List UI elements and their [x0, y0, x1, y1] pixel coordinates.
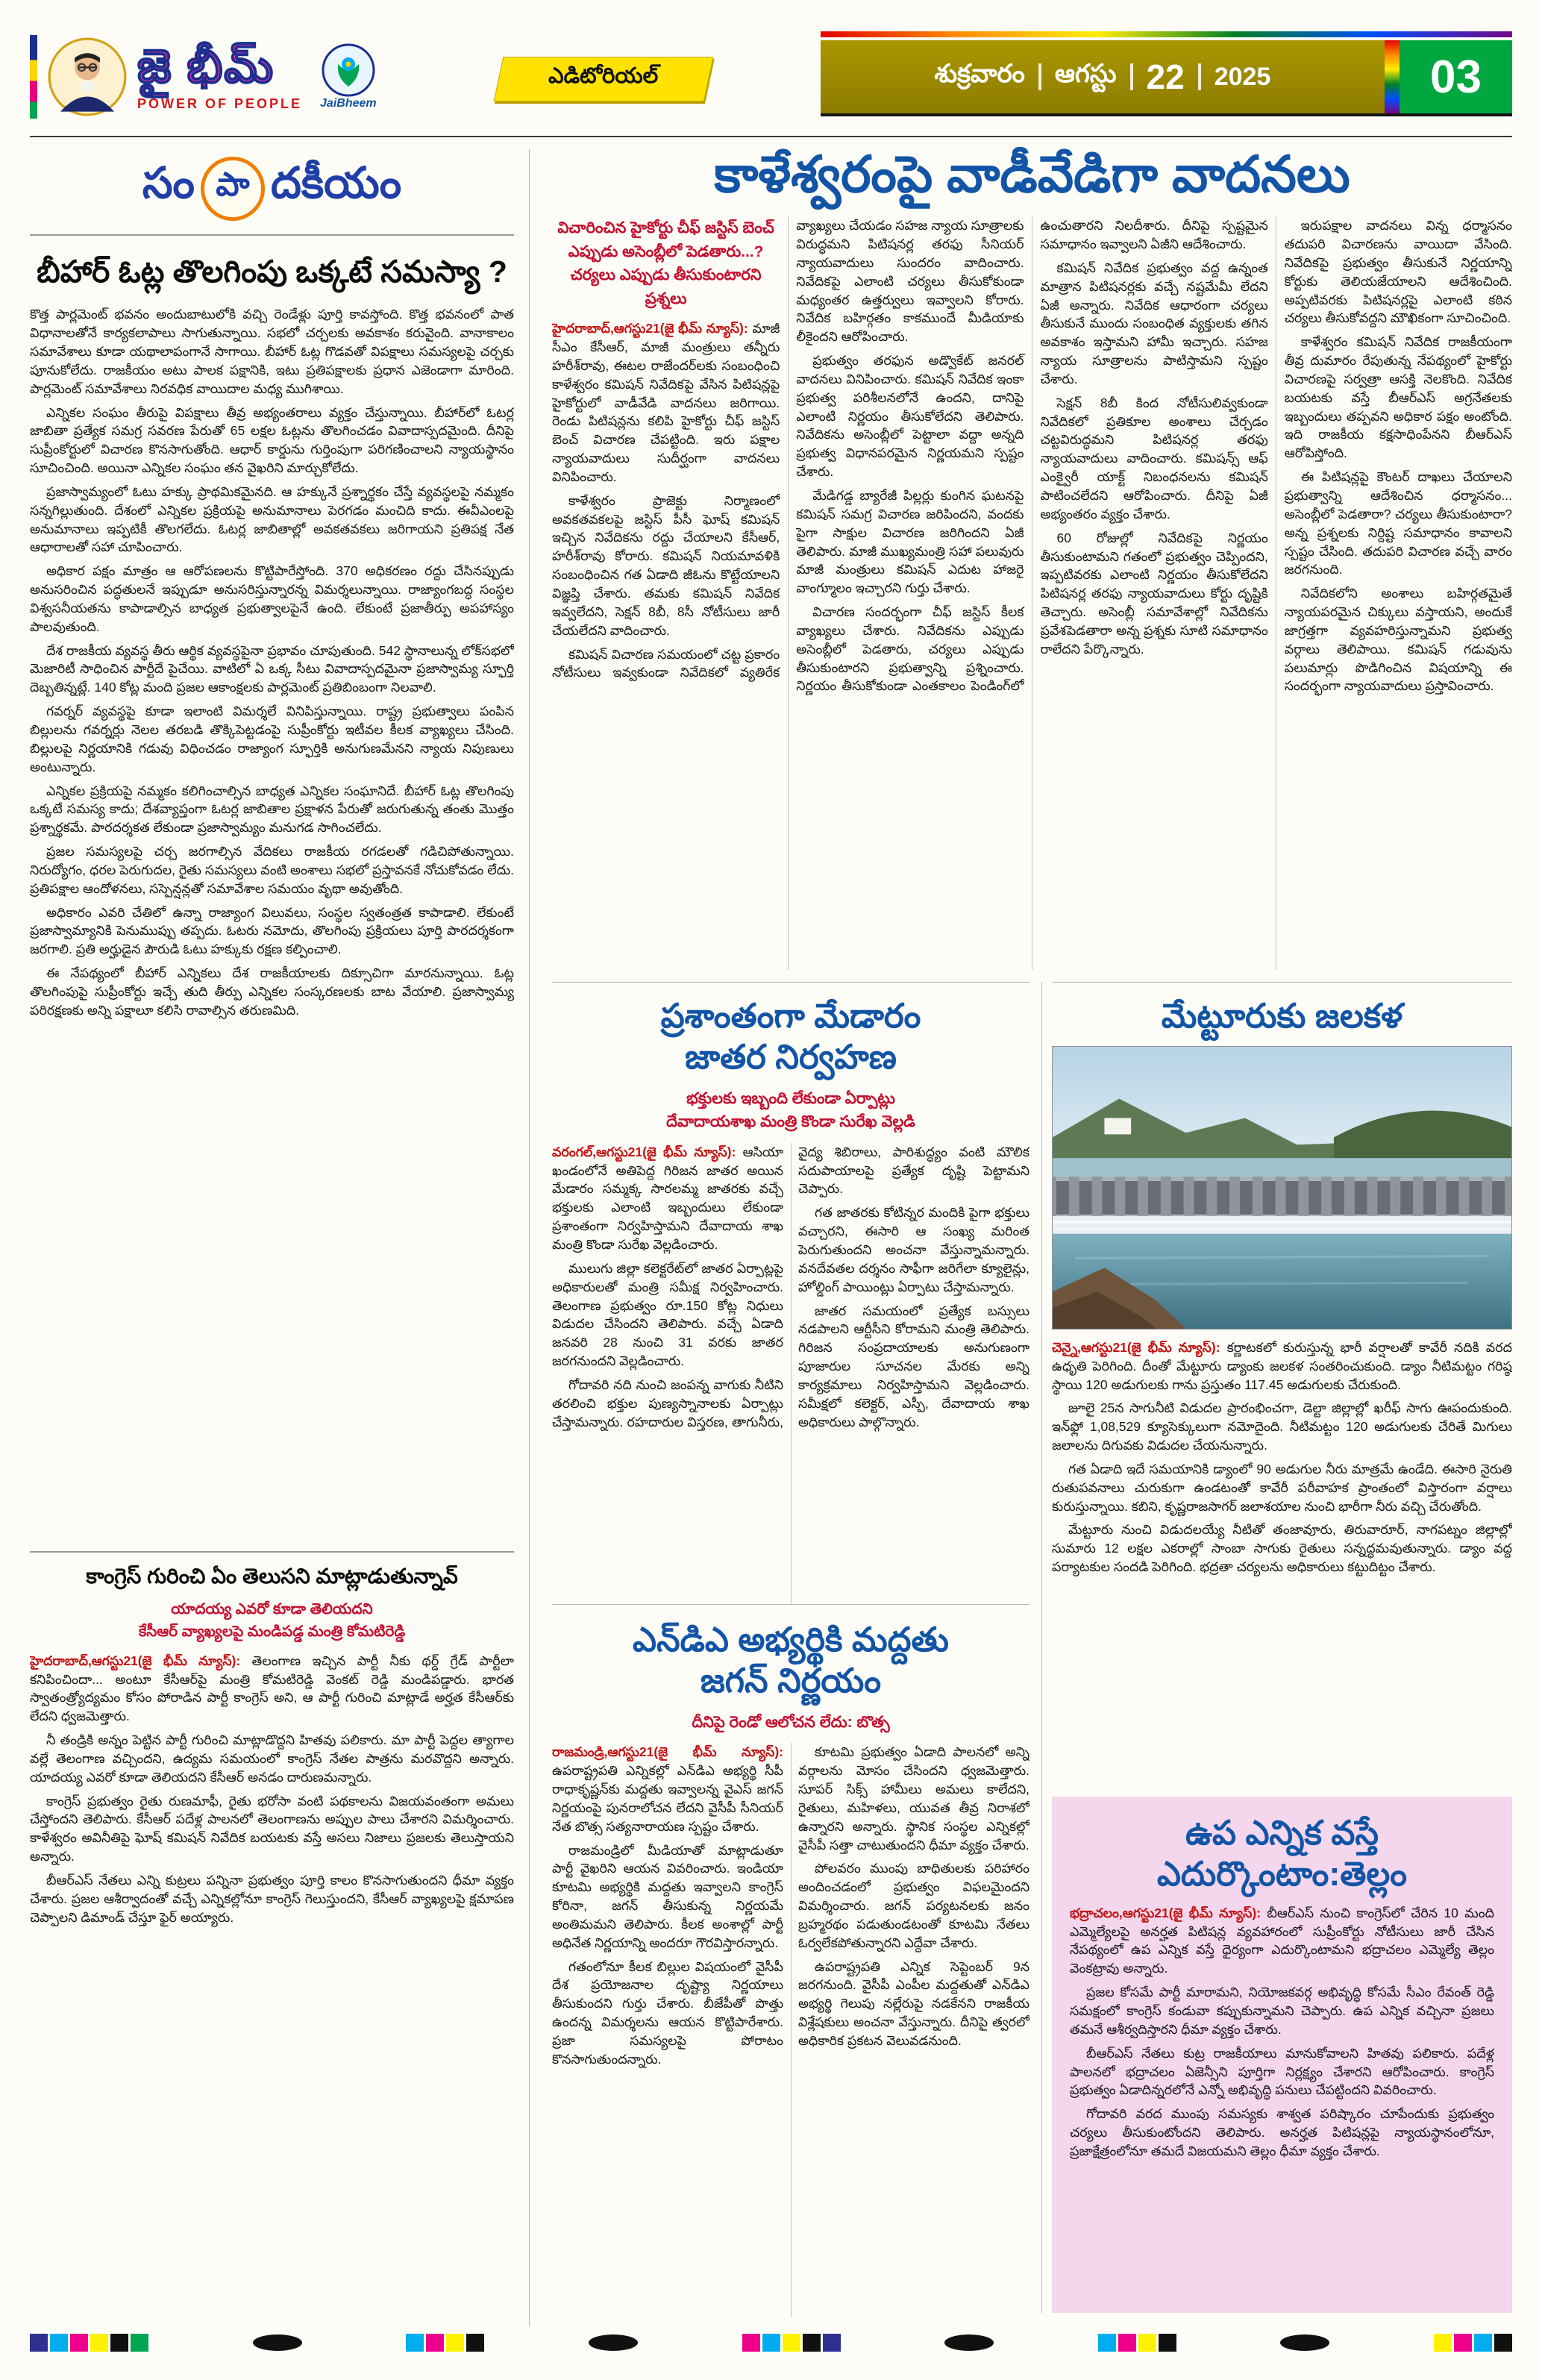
printer-mark-group: [1280, 2334, 1329, 2351]
paragraph: ప్రజాస్వామ్యంలో ఓటు హక్కు ప్రాథమికమైనది. ఆ హక్కునే ప్రశ్నార్థకం చేస్తే వ్యవస్థలపై నమ్మకం సన్నగిల్లుతుంది. దేశంలో ఎన్నికల ప్రక్రియపై అనుమానాలు పెరగడం మంచిది కాదు. ఈవీఎంలపై అనుమానాలు ఇప్పటికీ తొలగలేదు. ఓటర్ల జాబితాల్లో అవకతవకలు జరిగాయని ప్రతిపక్ష నేత ఆధారాలతో సహా చూపించారు.: [30, 483, 514, 555]
nda-body: [552, 1743, 1029, 2317]
medaram-subtitle: [552, 1087, 1029, 1134]
color-swatch: [90, 2334, 108, 2352]
color-swatch: [70, 2334, 88, 2352]
paragraph: 60 రోజుల్లో నివేదికపై నిర్ణయం తీసుకుంటామని గతంలో ప్రభుత్వం చెప్పిందని, ఇప్పటివరకు ఎలాంటి నిర్ణయం తీసుకోలేదని పిటిషనర్ల తరఫు న్యాయవాదులు కోర్టు దృష్టికి తెచ్చారు. అసెంబ్లీ సమావేశాల్లో నివేదికను ప్రవేశపెడతారా అన్న ప్రశ్నకు సూటి సమాధానం రాలేదని పేర్కొన్నారు.: [1040, 530, 1268, 657]
dateline: హైదరాబాద్,ఆగస్టు21(జై భీమ్ న్యూస్):: [552, 321, 748, 336]
color-swatch: [1159, 2334, 1176, 2352]
byelection-headline-line: ఉప ఎన్నిక వస్తే: [1185, 1814, 1379, 1852]
color-swatch: [1474, 2334, 1492, 2352]
printer-mark-group: [1434, 2334, 1512, 2352]
registration-ellipse: [589, 2334, 638, 2351]
printer-mark-group: [742, 2334, 841, 2352]
paragraph: పోలవరం ముంపు బాధితులకు పరిహారం అందించడంలో ప్రభుత్వం విఫలమైందని విమర్శించారు. జగన్ పర్యటనలకు జనం బ్రహ్మరథం పడుతుండటంతో కూటమి నేతలు ఓర్వలేకపోతున్నారని ఎద్దేవా చేశారు.: [798, 1861, 1029, 1950]
paragraph: అధికారం ఎవరి చేతిలో ఉన్నా రాజ్యాంగ విలువలు, సంస్థల స్వతంత్రత కాపాడాలి. లేకుంటే ప్రజాస్వామ్యానికి పెనుముప్పు తప్పదు. ఓటరు నమోదు, తొలగింపు ప్రక్రియలు పూర్తి పారదర్శకంగా జరగాలి. ప్రతి అర్హుడైన పౌరుడి ఓటు హక్కుకు రక్షణ కల్పించాలి.: [30, 904, 514, 957]
byelection-body: [1070, 1904, 1494, 2292]
registration-ellipse: [944, 2334, 994, 2351]
color-swatch: [762, 2334, 780, 2352]
logo-block: [30, 30, 477, 124]
congress-subtitle: [30, 1598, 514, 1643]
medaram-headline-line: ప్రశాంతంగా మేడారం: [660, 997, 921, 1035]
printer-marks: [30, 2332, 1512, 2353]
date-weekday: శుక్రవారం: [934, 59, 1025, 88]
paragraph: సెక్షన్ 8బీ కింద నోటీసులివ్వకుండా నివేదికలో ప్రతికూల అంశాలు చేర్చడం చట్టవిరుద్ధమని పిటిషనర్ల తరఫు న్యాయవాదులు వాదించారు. కమిషన్స్ ఆఫ్ ఎంక్వైరీ యాక్ట్ నిబంధనలను కమిషన్ పాటించలేదని ఆరోపించారు. దీనిపై ఏజీ అభ్యంతరం వ్యక్తం చేశారు.: [1040, 395, 1268, 522]
medaram-article: [552, 982, 1029, 1606]
congress-subtitle-line: యాదయ్య ఎవరో కూడా తెలియదని: [171, 1600, 373, 1618]
newspaper-title-stack: [137, 43, 302, 111]
paragraph: ఉపరాష్ట్రపతి ఎన్నిక సెప్టెంబర్ 9న జరగనుంది. వైసీపీ ఎంపీల మద్దతుతో ఎన్‌డిఎ అభ్యర్థి గెలుపు నల్లేరుపై నడకేనని రాజకీయ విశ్లేషకులు అంచనా వేస్తున్నారు. దీనిపై త్వరలో అధికారిక ప్రకటన వెలువడనుంది.: [798, 1958, 1029, 2048]
dateline: రాజమండ్రి,ఆగస్టు21(జై భీమ్ న్యూస్):: [552, 1744, 783, 1760]
color-swatch: [1434, 2334, 1452, 2352]
medaram-subtitle-line: దేవాదాయశాఖ మంత్రి కొండా సురేఖ వెల్లడి: [666, 1113, 915, 1131]
lead-subtitle-line: విచారించిన హైకోర్టు చీఫ్ జస్టిస్ బెంచ్: [557, 219, 774, 237]
paragraph: నివేదికలోని అంశాలు బహిర్గతమైతే న్యాయపరమైన చిక్కులు వస్తాయని, అందుకే జాగ్రత్తగా వ్యవహరిస్తున్నామని ప్రభుత్వ వర్గాలు తెలిపాయి. కమిషన్ గడువును పలుమార్లు పొడిగించిన విషయాన్ని ఈ సందర్భంగా న్యాయవాదులు ప్రస్తావించారు.: [1284, 586, 1512, 694]
printer-mark-group: [30, 2334, 148, 2352]
paragraph: కాళేశ్వరం ప్రాజెక్టు నిర్మాణంలో అవకతవకలపై జస్టిస్ పీసీ ఘోష్ కమిషన్ ఇచ్చిన నివేదికను రద్దు చేయాలని కేసీఆర్, హరీశ్‌రావు కోరారు. కమిషన్ నియమావళికి సంబంధించిన గత ఏడాది జీఓను కొట్టేయాలని విజ్ఞప్తి చేశారు. తమకు కమిషన్ నివేదిక ఇవ్వలేదని, సెక్షన్ 8బీ, 8సీ నోటీసులు జారీ చేయలేదని వాదించారు.: [552, 492, 780, 638]
date-separator: [1198, 63, 1201, 90]
color-swatch: [1454, 2334, 1472, 2352]
nda-article: [552, 1604, 1029, 2317]
paragraph: గవర్నర్ వ్యవస్థపై కూడా ఇలాంటి విమర్శలే వినిపిస్తున్నాయి. రాష్ట్ర ప్రభుత్వాలు పంపిన బిల్లులను గవర్నర్లు నెలల తరబడి తొక్కిపెట్టడంపై సుప్రీంకోర్టు ఇటీవల కీలక వ్యాఖ్యలు చేసింది. బిల్లులపై నిర్ణయానికి గడువు విధించడం రాజ్యాంగ స్ఫూర్తికి అనుగుణమేనని న్యాయ నిపుణులు అంటున్నారు.: [30, 704, 514, 774]
printer-mark-group: [944, 2334, 994, 2351]
paragraph: గతంలోనూ కీలక బిల్లుల విషయంలో వైసీపీ దేశ ప్రయోజనాల దృష్ట్యా నిర్ణయాలు తీసుకుందని గుర్తు చేశారు. బీజేపీతో పొత్తు ఉందన్న విమర్శలను ఆయన కొట్టిపారేశారు. ప్రజా సమస్యలపై పోరాటం కొనసాగుతుందన్నారు.: [552, 1958, 783, 2067]
date-separator: [1038, 63, 1041, 90]
printer-mark-group: [253, 2334, 302, 2351]
color-swatch: [446, 2334, 464, 2352]
byelection-headline: [1070, 1813, 1494, 1895]
masthead-circle: పా: [201, 157, 265, 221]
newspaper-title: జై భీమ్: [137, 41, 275, 93]
color-swatch: [803, 2334, 821, 2352]
column-divider: [1041, 982, 1042, 2313]
dateline: హైదరాబాద్,ఆగస్టు21(జై భీమ్ న్యూస్):: [30, 1653, 241, 1668]
printer-mark-group: [589, 2334, 638, 2351]
congress-article: [30, 1551, 514, 2233]
color-swatch: [466, 2334, 484, 2352]
rainbow-strip-vertical: [1385, 40, 1400, 116]
paragraph: [30, 1652, 514, 1726]
paragraph: కాళేశ్వరం కమిషన్ నివేదిక రాజకీయంగా తీవ్ర దుమారం రేపుతున్న నేపథ్యంలో హైకోర్టు విచారణపై సర్వత్రా ఆసక్తి నెలకొంది. నివేదిక బయటకు వస్తే బీఆర్ఎస్ అగ్రనేతలకు ఇబ్బందులు తప్పవని అధికార పక్షం అంటోంది. ఇది రాజకీయ కక్షసాధింపేనని బీఆర్ఎస్ ఆరోపిస్తోంది.: [1284, 334, 1512, 461]
mettur-body: [1052, 1338, 1512, 1786]
paragraph: మేట్టూరు నుంచి విడుదలయ్యే నీటితో తంజావూరు, తిరువారూర్, నాగపట్నం జిల్లాల్లో సుమారు 12 లక్షల ఎకరాల్లో సాంబా సాగుకు రైతులు సన్నద్ధమవుతున్నారు. డ్యాం వద్ద పర్యాటకుల సందడి పెరిగింది. భద్రతా చర్యలను అధికారులు కట్టుదిట్టం చేశారు.: [1052, 1522, 1512, 1575]
paragraph: కమిషన్ నివేదిక ప్రభుత్వం వద్ద ఉన్నంత మాత్రాన పిటిషనర్లకు వచ్చే నష్టమేమీ లేదని ఏజీ అన్నారు. నివేదిక ఆధారంగా చర్యలు తీసుకునే ముందు సంబంధిత వ్యక్తులకు తగిన అవకాశం ఇస్తామని హామీ ఇచ్చారు. సహజ న్యాయ సూత్రాలను పాటిస్తామని స్పష్టం చేశారు.: [1040, 260, 1268, 386]
color-swatch: [823, 2334, 841, 2352]
mettur-headline: మేట్టూరుకు జలకళ: [1161, 997, 1403, 1035]
lead-body: [552, 216, 1512, 970]
lead-text: ఉపరాష్ట్రపతి ఎన్నికల్లో ఎన్‌డిఎ అభ్యర్థి సీపీ రాధాకృష్ణన్‌కు మద్దతు ఇవ్వాలన్న వైఎస్ జగన్ నిర్ణయంపై పునరాలోచన లేదని వైసీపీ సీనియర్ నేత బొత్స సత్యనారాయణ స్పష్టం చేశారు.: [552, 1763, 783, 1834]
paragraph: రాజమండ్రిలో మీడియాతో మాట్లాడుతూ పార్టీ వైఖరిని ఆయన వివరించారు. ఇండియా కూటమి అభ్యర్థికి మద్దతు ఇవ్వాలని కాంగ్రెస్ కోరినా, జగన్ తీసుకున్న నిర్ణయమే అంతిమమని తెలిపారు. కీలక అంశాల్లో పార్టీ అధినేత నిర్ణయాన్ని అందరూ గౌరవిస్తారన్నారు.: [552, 1842, 783, 1950]
paragraph: ఈ పిటిషన్లపై కౌంటర్ దాఖలు చేయాలని ప్రభుత్వాన్ని ఆదేశించిన ధర్మాసనం... అసెంబ్లీలో పెడతారా? చర్యలు తీసుకుంటారా? అన్న ప్రశ్నలకు నిర్దిష్ట సమాధానం కావాలని స్పష్టం చేసింది. తదుపరి విచారణ వచ్చే వారం జరగనుంది.: [1284, 469, 1512, 577]
color-swatch: [783, 2334, 800, 2352]
editorial-body: [30, 305, 514, 1544]
paragraph: కొత్త పార్లమెంట్ భవనం అందుబాటులోకి వచ్చి రెండేళ్లు పూర్తి కావస్తోంది. కొత్త భవనంలో పాత విధానాలతోనే కార్యకలాపాలు సాగుతున్నాయి. సభలో చర్చలకు అవకాశం కరువైంది. వానాకాలం సమావేశాలు కూడా యథాలాపంగానే సాగాయి. బీహార్ ఓట్ల గొడవతో విపక్షాలు సమస్యలపై చర్చకు పూనుకోలేదు. రాజకీయం అటు పాలక పక్షానికి, ఇటు ప్రతిపక్షాలకు ప్రధాన ఎజెండాగా మారింది. పార్లమెంట్ సమావేశాలు నిరవధిక వాయిదాల మధ్య ముగిశాయి.: [30, 307, 514, 396]
lead-subtitle-line: చర్యలు ఎప్పుడు తీసుకుంటారని ప్రశ్నలు: [570, 266, 762, 307]
logo-color-strip: [30, 35, 37, 119]
ambedkar-portrait-icon: [48, 37, 127, 116]
paragraph: కమిషన్ విచారణ సమయంలో చట్ట ప్రకారం నోటీసులు ఇవ్వకుండా నివేదికలో వ్యతిరేక వ్యాఖ్యలు చేయడం సహజ న్యాయ సూత్రాలకు విరుద్ధమని పిటిషనర్ల తరఫు సీనియర్ న్యాయవాదులు సుందరం వాదించారు. నివేదికపై ఎలాంటి చర్యలు తీసుకోకుండా మధ్యంతర ఉత్తర్వులు ఇవ్వాలని కోరారు. నివేదిక బహిర్గతం కాకముందే మీడియాకు లీకైందని ఆరోపించారు.: [552, 218, 1024, 680]
masthead-text-post: దకీయం: [270, 159, 402, 207]
paragraph: ఇరుపక్షాల వాదనలు విన్న ధర్మాసనం తదుపరి విచారణను వాయిదా వేసింది. నివేదికపై ప్రభుత్వం తీసుకునే నిర్ణయాన్ని కోర్టుకు తెలియజేయాలని ఆదేశించింది. అప్పటివరకు పిటిషనర్లపై ఎలాంటి కఠిన చర్యలు తీసుకోవద్దని మౌఖికంగా సూచించింది.: [1284, 218, 1512, 326]
paragraph: ప్రజల కోసమే పార్టీ మారామని, నియోజకవర్గ అభివృద్ధి కోసమే సీఎం రేవంత్ రెడ్డి సమక్షంలో కాంగ్రెస్ కండువా కప్పుకున్నామని చెప్పారు. ఉప ఎన్నిక వచ్చినా ప్రజలు తమనే ఆశీర్వదిస్తారని ధీమా వ్యక్తం చేశారు.: [1070, 1985, 1494, 2037]
medaram-headline: [552, 996, 1029, 1078]
paragraph: [1052, 1338, 1512, 1394]
paragraph: గత జాతరకు కోటిన్నర మందికి పైగా భక్తులు వచ్చారని, ఈసారి ఆ సంఖ్య మరింత పెరుగుతుందని అంచనా వేస్తున్నామన్నారు. వనదేవతల దర్శనం సాఫీగా జరిగేలా క్యూలైన్లు, హోల్డింగ్ పాయింట్లు ఏర్పాటు చేస్తామన్నారు.: [798, 1205, 1029, 1294]
color-swatch: [50, 2334, 68, 2352]
paragraph: గోదావరి నది నుంచి జంపన్న వాగుకు నీటిని తరలించి భక్తుల పుణ్యస్నానాలకు ఏర్పాట్లు చేస్తామన్నారు. రహదారుల విస్తరణ, తాగునీరు, వైద్య శిబిరాలు, పారిశుద్ధ్యం వంటి మౌలిక సదుపాయాలపై ప్రత్యేక దృష్టి పెట్టామని చెప్పారు.: [552, 1144, 1029, 1429]
color-swatch: [406, 2334, 424, 2352]
paragraph: విచారణ సందర్భంగా చీఫ్ జస్టిస్ కీలక వ్యాఖ్యలు చేశారు. నివేదికను ఎప్పుడు అసెంబ్లీలో పెడతారు, చర్యలు ఎప్పుడు తీసుకుంటారని ప్రభుత్వాన్ని ప్రశ్నించారు. నిర్ణయం తీసుకోకుండా ఎంతకాలం పెండింగ్‌లో ఉంచుతారని నిలదీశారు. దీనిపై స్పష్టమైన సమాధానం ఇవ్వాలని ఏజీని ఆదేశించారు.: [796, 218, 1268, 694]
registration-ellipse: [1280, 2334, 1329, 2351]
paragraph: [552, 1743, 783, 1835]
dateline: వరంగల్,ఆగస్టు21(జై భీమ్ న్యూస్):: [552, 1144, 736, 1159]
paragraph: బీఆర్ఎస్ నేతలు కుట్ర రాజకీయాలు మానుకోవాలని హితవు పలికారు. పదేళ్ల పాలనలో భద్రాచలం ఏజెన్సీని పూర్తిగా నిర్లక్ష్యం చేశారని ఆరోపించారు. కాంగ్రెస్ ప్రభుత్వం ఏడాదిన్నరలోనే ఎన్నో అభివృద్ధి పనులు చేపట్టిందని వివరించారు.: [1070, 2045, 1494, 2098]
paragraph: జూలై 25న సాగునీటి విడుదల ప్రారంభించగా, డెల్టా జిల్లాల్లో ఖరీఫ్ సాగు ఊపందుకుంది. ఇన్‌ఫ్లో 1,08,529 క్యూసెక్కులుగా నమోదైంది. నీటిమట్టం 120 అడుగులకు చేరితే మిగులు జలాలను దిగువకు విడుదల చేయనున్నారు.: [1052, 1400, 1512, 1453]
color-swatch: [742, 2334, 760, 2352]
color-swatch: [1494, 2334, 1512, 2352]
masthead-text-pre: సం: [142, 159, 195, 207]
paragraph: [1070, 1904, 1494, 1978]
paragraph: గత ఏడాది ఇదే సమయానికి డ్యాంలో 90 అడుగుల నీరు మాత్రమే ఉండేది. ఈసారి నైరుతి రుతుపవనాలు చురుకుగా ఉండటంతో కావేరీ పరీవాహక ప్రాంతంలో విస్తారంగా వర్షాలు కురుస్తున్నాయి. కబిని, కృష్ణరాజసాగర్ జలాశయాల నుంచి భారీగా నీరు వచ్చి చేరుతోంది.: [1052, 1461, 1512, 1514]
jaibheem-emblem: [320, 43, 377, 110]
dateline: చెన్నై,ఆగస్టు21(జై భీమ్ న్యూస్):: [1052, 1339, 1220, 1355]
medaram-subtitle-line: భక్తులకు ఇబ్బంది లేకుండా ఏర్పాట్లు: [686, 1089, 895, 1107]
lead-text: బీఆర్ఎస్ నుంచి కాంగ్రెస్‌లో చేరిన 10 మంది ఎమ్మెల్యేలపై అనర్హత పిటిషన్ల వ్యవహారంలో సుప్రీంకోర్టు నోటీసులు జారీ చేసిన నేపథ్యంలో ఉప ఎన్నిక వస్తే ధైర్యంగా ఎదుర్కొంటామని భద్రాచలం ఎమ్మెల్యే తెల్లం వెంకట్రావు అన్నారు.: [1070, 1905, 1494, 1976]
color-swatch: [1118, 2334, 1136, 2352]
rainbow-strip-horizontal: [821, 31, 1512, 37]
paragraph: నీ తండ్రికి అన్నం పెట్టిన పార్టీ గురించి మాట్లాడొద్దని హితవు పలికారు. మా పార్టీ పెద్దల త్యాగాల వల్లే తెలంగాణ వచ్చిందని, ఉద్యమ సమయంలో కాంగ్రెస్ నేతల పాత్రను మరవొద్దని అన్నారు. యాదయ్య ఎవరో కూడా తెలియదని కేసీఆర్ అనడం దారుణమన్నారు.: [30, 1732, 514, 1785]
editorial-masthead: [30, 149, 514, 236]
lead-text: మాజీ సీఎం కేసీఆర్, మాజీ మంత్రులు తన్నీరు హరీశ్‌రావు, ఈటల రాజేందర్‌లకు సంబంధించి కాళేశ్వరం కమిషన్ నివేదికపై వేసిన పిటిషన్లపై హైకోర్టులో వాడీవేడి వాదనలు జరిగాయి. రెండు పిటిషన్లను కలిపి హైకోర్టు చీఫ్ జస్టిస్ బెంచ్ విచారణ చేపట్టింది. ఇరు పక్షాల న్యాయవాదులు సుదీర్ఘంగా వాదనలు వినిపించారు.: [552, 321, 780, 484]
lead-text: ఆసియా ఖండంలోనే అతిపెద్ద గిరిజన జాతర అయిన మేడారం సమ్మక్క సారలమ్మ జాతరకు వచ్చే భక్తులకు ఎలాంటి ఇబ్బందులు లేకుండా ప్రశాంతంగా నిర్వహిస్తామని దేవాదాయ శాఖ మంత్రి కొండా సురేఖ వెల్లడించారు.: [552, 1144, 783, 1252]
date-year: 2025: [1214, 62, 1271, 91]
paragraph: ఈ నేపథ్యంలో బీహార్ ఎన్నికలు దేశ రాజకీయాలకు దిక్సూచిగా మారనున్నాయి. ఓట్ల తొలగింపుపై సుప్రీంకోర్టు ఇచ్చే తుది తీర్పు ఎన్నికల సంస్కరణలకు బాట వేయాలి. ప్రజాస్వామ్య పరిరక్షణకు అన్ని పక్షాలూ కలిసి రావాల్సిన తరుణమిది.: [30, 965, 514, 1018]
mettur-dam-photo: [1052, 1046, 1512, 1330]
paragraph: అధికార పక్షం మాత్రం ఆ ఆరోపణలను కొట్టిపారేస్తోంది. 370 అధికరణం రద్దు చేసినప్పుడు అనుసరించిన పద్ధతులనే ఇప్పుడూ అనుసరిస్తున్నారన్న విమర్శలున్నాయి. రాజ్యాంగబద్ధ సంస్థల విశ్వసనీయతను కాపాడాల్సిన బాధ్యత ప్రభుత్వాలపైనే ఉంది. లేకుంటే ప్రజాతీర్పు అపహాస్యం పాలవుతుంది.: [30, 563, 514, 634]
paragraph: మేడిగడ్డ బ్యారేజీ పిల్లర్లు కుంగిన ఘటనపై కమిషన్ సమగ్ర విచారణ జరిపిందని, వందకు పైగా సాక్షుల విచారణ జరిగిందని ఏజీ తెలిపారు. మాజీ ముఖ్యమంత్రి సహా పలువురు మాజీ మంత్రులు కమిషన్ ఎదుట హాజరై వాంగ్మూలం ఇచ్చారని గుర్తు చేశారు.: [796, 487, 1024, 596]
mettur-article: [1052, 982, 1512, 1786]
color-swatch: [131, 2334, 148, 2352]
nda-headline-line: ఎన్‌డిఎ అభ్యర్థికి మద్దతు: [633, 1620, 949, 1659]
paragraph: కాంగ్రెస్ ప్రభుత్వం రైతు రుణమాఫీ, రైతు భరోసా వంటి పథకాలను విజయవంతంగా అమలు చేస్తోందని తెలిపారు. కేసీఆర్ పదేళ్ల పాలనలో తెలంగాణను అప్పుల పాలు చేశారని విమర్శించారు. కాళేశ్వరం అవినీతిపై ఘోష్ కమిషన్ నివేదిక బయటకు వస్తే అసలు నిజాలు ప్రజలకు తెలుస్తాయని అన్నారు.: [30, 1793, 514, 1864]
paragraph: ప్రజల సమస్యలపై చర్చ జరగాల్సిన వేదికలు రాజకీయ రగడలతో గడిచిపోతున్నాయి. నిరుద్యోగం, ధరల పెరుగుదల, రైతు సమస్యలు వంటి అంశాలు సభలో ప్రస్తావనకే నోచుకోవడం లేదు. ప్రతిపక్షాల ఆందోళనలు, సస్పెన్షన్లతో సమావేశాల సమయం వృథా అవుతోంది.: [30, 844, 514, 896]
dateline: భద్రాచలం,ఆగస్టు21(జై భీమ్ న్యూస్):: [1070, 1905, 1262, 1920]
page-number: 03: [1400, 40, 1512, 116]
paragraph: ప్రభుత్వం తరఫున అడ్వొకేట్ జనరల్ వాదనలు వినిపించారు. కమిషన్ నివేదిక ఇంకా ప్రభుత్వ పరిశీలనలోనే ఉందని, దానిపై ఎలాంటి నిర్ణయం తీసుకోలేదని తెలిపారు. నివేదికను అసెంబ్లీలో పెట్టాలా వద్దా అన్నది ప్రభుత్వ విధానపరమైన నిర్ణయమని స్పష్టం చేశారు.: [796, 353, 1024, 480]
color-swatch: [110, 2334, 128, 2352]
header: [30, 30, 1512, 127]
date-day: 22: [1146, 57, 1185, 96]
paragraph: [552, 319, 780, 486]
lead-text: కర్ణాటకలో కురుస్తున్న భారీ వర్షాలతో కావేరీ నదికి వరద ఉధృతి పెరిగింది. దీంతో మేట్టూరు డ్యాంకు జలకళ సంతరించుకుంది. డ్యాం నీటిమట్టం గరిష్ఠ స్థాయి 120 అడుగులకు గాను ప్రస్తుతం 117.45 అడుగులకు చేరుకుంది.: [1052, 1339, 1512, 1392]
color-swatch: [1098, 2334, 1116, 2352]
medaram-body: [552, 1143, 1029, 1606]
nda-headline-line: జగన్ నిర్ణయం: [700, 1661, 882, 1700]
printer-mark-group: [406, 2334, 484, 2352]
color-swatch: [426, 2334, 444, 2352]
lead-article: [552, 146, 1512, 970]
date-strip: [821, 40, 1385, 116]
color-swatch: [30, 2334, 48, 2352]
date-separator: [1130, 63, 1133, 90]
byelection-article: [1052, 1797, 1512, 2313]
editorial-column: [30, 149, 530, 2326]
newspaper-tagline: POWER OF PEOPLE: [137, 96, 303, 112]
paragraph: ఎన్నికల ప్రక్రియపై నమ్మకం కలిగించాల్సిన బాధ్యత ఎన్నికల సంఘానిదే. బీహార్ ఓట్ల తొలగింపు ఒక్కటే సమస్య కాదు; దేశవ్యాప్తంగా ఓటర్ల జాబితాల ప్రక్షాళన పేరుతో జరుగుతున్న తంతు మొత్తం ప్రశ్నార్థకమే. పారదర్శకత లేకుండా ప్రజాస్వామ్యం మనుగడ సాగించలేదు.: [30, 783, 514, 836]
editorial-headline: బీహార్ ఓట్ల తొలగింపు ఒక్కటే సమస్యా ?: [37, 254, 507, 289]
emblem-text: JaiBheem: [320, 97, 377, 110]
paragraph: ములుగు జిల్లా కలెక్టరేట్‌లో జాతర ఏర్పాట్లపై అధికారులతో మంత్రి సమీక్ష నిర్వహించారు. తెలంగాణ ప్రభుత్వం రూ.150 కోట్ల నిధులు విడుదల చేసిందని తెలిపారు. వచ్చే ఏడాది జనవరి 28 నుంచి 31 వరకు జాతర జరగనుందని వెల్లడించారు.: [552, 1260, 783, 1369]
lead-subtitle: [552, 216, 780, 310]
lead-subtitle-line: ఎప్పుడు అసెంబ్లీలో పెడతారు...?: [568, 242, 764, 260]
header-divider: [30, 136, 1512, 137]
color-swatch: [1138, 2334, 1156, 2352]
nda-subtitle: దీనిపై రెండో ఆలోచన లేదు: బొత్స: [692, 1713, 890, 1731]
byelection-headline-line: ఎదుర్కొంటాం:తెల్లం: [1156, 1854, 1408, 1893]
paragraph: దేశ రాజకీయ వ్యవస్థ తీరు ఆర్థిక వ్యవస్థపైనా ప్రభావం చూపుతుంది. 542 స్థానాలున్న లోక్‌సభలో మెజారిటీ సాధించిన పార్టీదే పైచేయి. వాటిలో ఏ ఒక్క సీటు వివాదాస్పదమైనా ప్రజాస్వామ్య స్ఫూర్తి దెబ్బతిన్నట్లే. 140 కోట్ల మంది ప్రజల ఆకాంక్షలకు పార్లమెంట్ ప్రతిబింబంగా నిలవాలి.: [30, 642, 514, 695]
section-label: [494, 57, 714, 101]
registration-ellipse: [253, 2334, 302, 2351]
congress-body: [30, 1652, 514, 2234]
medaram-headline-line: జాతర నిర్వహణ: [685, 1037, 897, 1076]
paragraph: కూటమి ప్రభుత్వం ఏడాది పాలనలో అన్ని వర్గాలను మోసం చేసిందని ధ్వజమెత్తారు. సూపర్ సిక్స్ హామీలు అమలు కాలేదని, రైతులు, మహిళలు, యువత తీవ్ర నిరాశలో ఉన్నారని అన్నారు. స్థానిక సంస్థల ఎన్నికల్లో వైసీపీ సత్తా చాటుతుందని ధీమా వ్యక్తం చేశారు.: [798, 1744, 1029, 1853]
nda-headline: [552, 1620, 1029, 1702]
section-label-text: ఎడిటోరియల్: [548, 64, 659, 88]
congress-headline: కాంగ్రెస్ గురించి ఏం తెలుసని మాట్లాడుతున్నావ్: [86, 1565, 458, 1588]
lead-text: తెలంగాణ ఇచ్చిన పార్టీ నీకు థర్డ్ గ్రేడ్ పార్టీలా కనిపించిందా... అంటూ కేసీఆర్‌పై మంత్రి కోమటిరెడ్డి వెంకట్ రెడ్డి మండిపడ్డారు. భారత స్వాతంత్ర్యోద్యమం కోసం పోరాడిన పార్టీ కాంగ్రెస్ అని, ఆ పార్టీ గురించి మాట్లాడే అర్హత కేసీఆర్‌కు లేదని ధ్వజమెత్తారు.: [30, 1653, 514, 1724]
paragraph: గోదావరి వరద ముంపు సమస్యకు శాశ్వత పరిష్కారం చూపేందుకు ప్రభుత్వం చర్యలు తీసుకుంటోందని తెలిపారు. అనర్హత పిటిషన్లపై న్యాయస్థానంలోనూ, ప్రజాక్షేత్రంలోనూ తమదే విజయమని తెల్లం ధీమా వ్యక్తం చేశారు.: [1070, 2106, 1494, 2158]
date-month: ఆగస్టు: [1054, 59, 1117, 88]
paragraph: [552, 1143, 783, 1254]
lead-headline: కాళేశ్వరంపై వాడీవేడిగా వాదనలు: [714, 146, 1350, 203]
paragraph: బీఆర్ఎస్ నేతలు ఎన్ని కుట్రలు పన్నినా ప్రభుత్వం పూర్తి కాలం కొనసాగుతుందని ధీమా వ్యక్తం చేశారు. ప్రజల ఆశీర్వాదంతో వచ్చే ఎన్నికల్లోనూ కాంగ్రెస్ గెలుస్తుందని, కేసీఆర్ వ్యాఖ్యలపై క్షమాపణ చెప్పాలని డిమాండ్ చేస్తూ ఫైర్ అయ్యారు.: [30, 1872, 514, 1925]
congress-subtitle-line: కేసీఆర్ వ్యాఖ్యలపై మండిపడ్డ మంత్రి కోమటిరెడ్డి: [138, 1623, 406, 1640]
peacock-emblem-icon: [322, 43, 375, 97]
paragraph: ఎన్నికల సంఘం తీరుపై విపక్షాలు తీవ్ర అభ్యంతరాలు వ్యక్తం చేస్తున్నాయి. బీహార్‌లో ఓటర్ల జాబితా ప్రత్యేక సమగ్ర సవరణ పేరుతో 65 లక్షల ఓట్లను తొలగించడం వివాదాస్పదమైంది. దీనిపై సుప్రీంకోర్టులో విచారణ కొనసాగుతోంది. ఆధార్ కార్డును గుర్తింపుగా పరిగణించాలని న్యాయస్థానం సూచించింది. అయినా ఎన్నికల సంఘం తన వైఖరిని మార్చుకోలేదు.: [30, 404, 514, 476]
printer-mark-group: [1098, 2334, 1176, 2352]
paragraph: జాతర సమయంలో ప్రత్యేక బస్సులు నడపాలని ఆర్టీసీని కోరామని మంత్రి తెలిపారు. గిరిజన సంప్రదాయాలకు అనుగుణంగా పూజారుల సూచనల మేరకు అన్ని కార్యక్రమాలు నిర్వహిస్తామని వెల్లడించారు. సమీక్షలో కలెక్టర్, ఎస్పీ, దేవాదాయ శాఖ అధికారులు పాల్గొన్నారు.: [798, 1303, 1029, 1429]
